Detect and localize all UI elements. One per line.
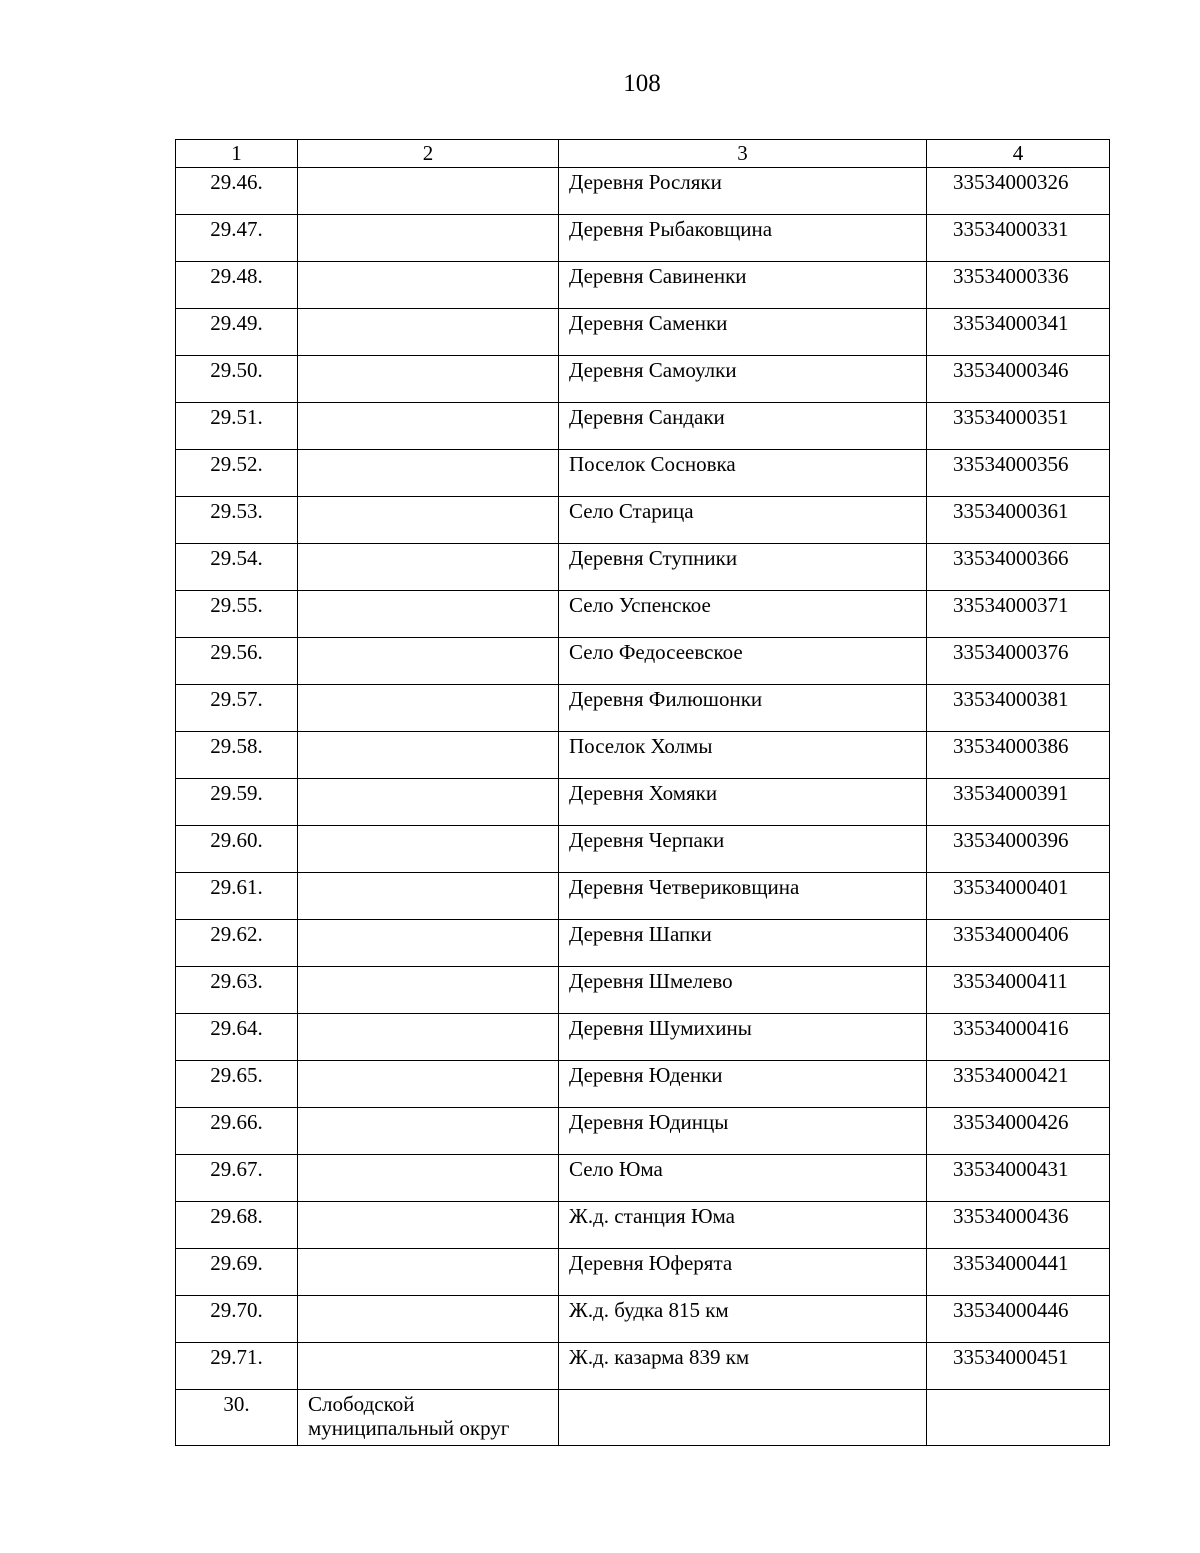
settlement-code: 33534000356 [927,450,1110,497]
row-number: 29.59. [176,779,298,826]
settlements-table [175,139,1110,1446]
district-name [298,1390,559,1446]
settlement-name: Деревня Рыбаковщина [559,215,927,262]
row-number: 29.53. [176,497,298,544]
row-number: 29.57. [176,685,298,732]
row-number: 29.63. [176,967,298,1014]
settlement-name: Деревня Филюшонки [559,685,927,732]
table-row [176,309,1110,356]
header-row [176,140,1110,168]
row-number: 29.71. [176,1343,298,1390]
table-row [176,1296,1110,1343]
row-number: 29.51. [176,403,298,450]
row-number: 29.58. [176,732,298,779]
table-row [176,779,1110,826]
settlement-name: Поселок Холмы [559,732,927,779]
district-name [298,1108,559,1155]
settlement-name: Деревня Саменки [559,309,927,356]
district-name [298,1202,559,1249]
district-name [298,356,559,403]
district-name [298,1155,559,1202]
table-row-district [176,1390,1110,1446]
settlement-name: Деревня Самоулки [559,356,927,403]
settlement-name: Деревня Юдинцы [559,1108,927,1155]
table-row [176,1343,1110,1390]
district-name [298,1249,559,1296]
row-number: 29.68. [176,1202,298,1249]
settlement-code: 33534000406 [927,920,1110,967]
settlement-code: 33534000331 [927,215,1110,262]
district-name [298,826,559,873]
column-header-3: 3 [559,140,927,168]
table-row [176,497,1110,544]
table-row [176,967,1110,1014]
district-name [298,262,559,309]
table-row [176,591,1110,638]
settlement-code: 33534000371 [927,591,1110,638]
district-name [298,1296,559,1343]
table-body [176,168,1110,1446]
settlement-name: Село Федосеевское [559,638,927,685]
table-row [176,732,1110,779]
table-row [176,873,1110,920]
district-name [298,450,559,497]
table-row [176,544,1110,591]
settlement-name: Село Юма [559,1155,927,1202]
row-number: 29.60. [176,826,298,873]
row-number: 30. [176,1390,298,1446]
settlement-name: Деревня Ступники [559,544,927,591]
column-header-4: 4 [927,140,1110,168]
table-row [176,356,1110,403]
table-row [176,450,1110,497]
table-row [176,1061,1110,1108]
district-name [298,873,559,920]
table-row [176,826,1110,873]
settlement-code: 33534000411 [927,967,1110,1014]
table-row [176,920,1110,967]
settlement-code: 33534000361 [927,497,1110,544]
settlement-code: 33534000376 [927,638,1110,685]
table-row [176,1108,1110,1155]
table-row [176,403,1110,450]
settlement-code: 33534000431 [927,1155,1110,1202]
district-name [298,497,559,544]
settlement-name: Ж.д. станция Юма [559,1202,927,1249]
settlement-code: 33534000326 [927,168,1110,215]
settlement-name: Деревня Сандаки [559,403,927,450]
settlement-code: 33534000336 [927,262,1110,309]
row-number: 29.64. [176,1014,298,1061]
table-row [176,1249,1110,1296]
district-name [298,403,559,450]
settlement-code [927,1390,1110,1446]
settlement-code: 33534000436 [927,1202,1110,1249]
row-number: 29.66. [176,1108,298,1155]
settlement-name: Деревня Шмелево [559,967,927,1014]
table-row [176,168,1110,215]
row-number: 29.47. [176,215,298,262]
settlement-code: 33534000416 [927,1014,1110,1061]
row-number: 29.69. [176,1249,298,1296]
district-name [298,168,559,215]
row-number: 29.61. [176,873,298,920]
settlement-code: 33534000401 [927,873,1110,920]
settlement-code: 33534000341 [927,309,1110,356]
settlement-code: 33534000446 [927,1296,1110,1343]
settlement-name: Деревня Савиненки [559,262,927,309]
district-name-line: Слободской [308,1392,415,1416]
table-row [176,638,1110,685]
settlement-code: 33534000346 [927,356,1110,403]
district-name [298,779,559,826]
district-name [298,732,559,779]
settlement-name: Деревня Шумихины [559,1014,927,1061]
settlement-name: Деревня Хомяки [559,779,927,826]
district-name [298,967,559,1014]
settlement-name: Деревня Шапки [559,920,927,967]
table-row [176,1155,1110,1202]
column-header-1: 1 [176,140,298,168]
settlement-name: Село Старица [559,497,927,544]
row-number: 29.48. [176,262,298,309]
row-number: 29.55. [176,591,298,638]
settlement-name: Деревня Юферята [559,1249,927,1296]
district-name [298,1343,559,1390]
settlement-code: 33534000421 [927,1061,1110,1108]
settlement-name: Деревня Юденки [559,1061,927,1108]
table-row [176,685,1110,732]
district-name [298,1014,559,1061]
settlement-name: Деревня Росляки [559,168,927,215]
settlement-name: Ж.д. будка 815 км [559,1296,927,1343]
district-name [298,591,559,638]
settlement-code: 33534000451 [927,1343,1110,1390]
row-number: 29.70. [176,1296,298,1343]
column-header-2: 2 [298,140,559,168]
row-number: 29.56. [176,638,298,685]
settlement-name: Деревня Черпаки [559,826,927,873]
table-row [176,262,1110,309]
settlement-code: 33534000366 [927,544,1110,591]
table-row [176,1202,1110,1249]
settlement-name: Поселок Сосновка [559,450,927,497]
district-name [298,1061,559,1108]
district-name [298,638,559,685]
row-number: 29.49. [176,309,298,356]
row-number: 29.65. [176,1061,298,1108]
settlement-name: Село Успенское [559,591,927,638]
table-header [176,140,1110,168]
settlement-code: 33534000426 [927,1108,1110,1155]
district-name [298,309,559,356]
settlement-code: 33534000351 [927,403,1110,450]
table-row [176,215,1110,262]
settlement-name [559,1390,927,1446]
district-name [298,920,559,967]
settlement-code: 33534000391 [927,779,1110,826]
row-number: 29.50. [176,356,298,403]
district-name [298,215,559,262]
page-number: 108 [623,70,661,97]
row-number: 29.67. [176,1155,298,1202]
row-number: 29.62. [176,920,298,967]
district-name-line: муниципальный округ [308,1416,510,1440]
settlement-code: 33534000441 [927,1249,1110,1296]
settlement-name: Деревня Четвериковщина [559,873,927,920]
settlement-code: 33534000386 [927,732,1110,779]
settlement-name: Ж.д. казарма 839 км [559,1343,927,1390]
table-row [176,1014,1110,1061]
row-number: 29.52. [176,450,298,497]
district-name [298,685,559,732]
row-number: 29.54. [176,544,298,591]
row-number: 29.46. [176,168,298,215]
settlement-code: 33534000381 [927,685,1110,732]
district-name [298,544,559,591]
settlement-code: 33534000396 [927,826,1110,873]
